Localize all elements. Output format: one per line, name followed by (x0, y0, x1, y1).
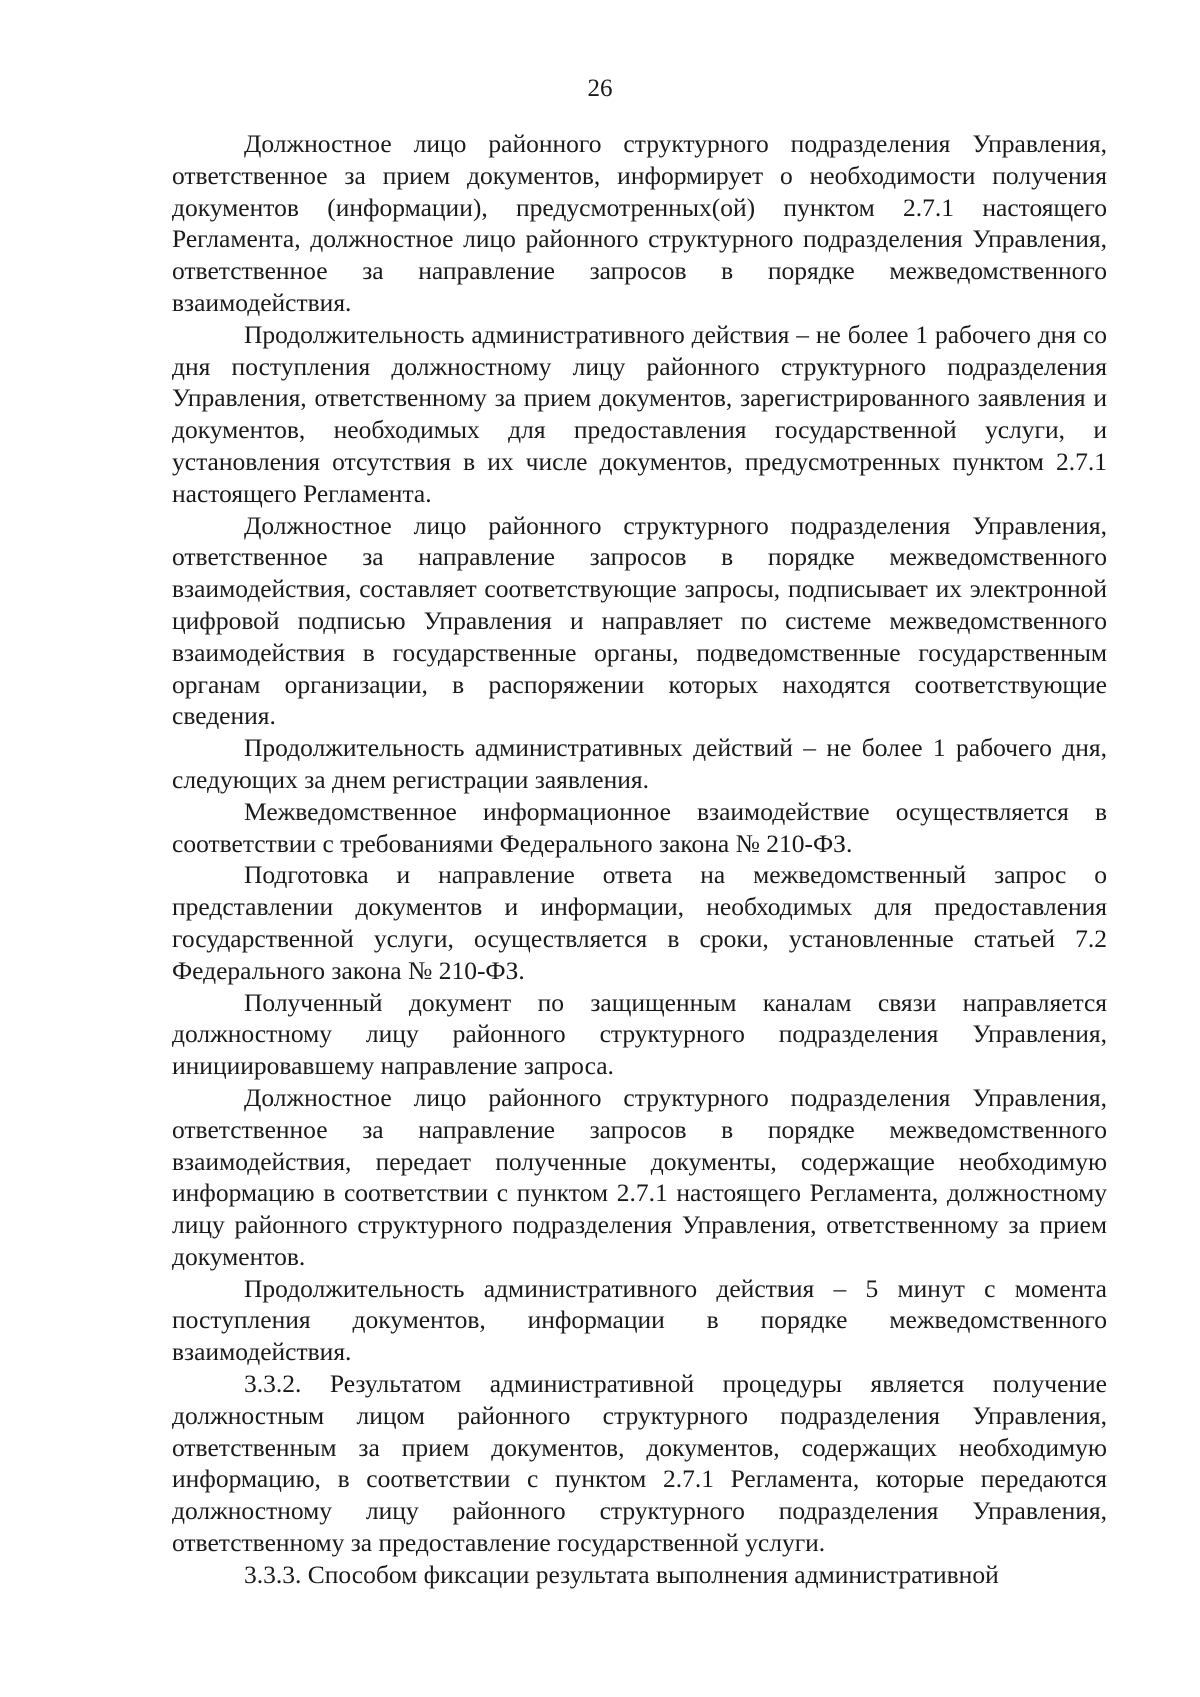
paragraph: Должностное лицо районного структурного подразделения Управления, ответственное за прием документов, информирует о необходимости получения документов (информации), предусмотренных(ой) пунктом 2.7.1 настоящего Регламента, должностное лицо районного структурного подразделения Управления, ответственное за направление запросов в порядке межведомственного взаимодействия. (172, 129, 1107, 317)
paragraph: 3.3.2. Результатом административной процедуры является получение должностным лицом районного структурного подразделения Управления, ответственным за прием документов, документов, содержащих необходимую информацию, в соответствии с пунктом 2.7.1 Регламента, которые передаются должностному лицу районного структурного подразделения Управления, ответственному за предоставление государственной услуги. (172, 1369, 1107, 1558)
paragraph: Должностное лицо районного структурного подразделения Управления, ответственное за направление запросов в порядке межведомственного взаимодействия, составляет соответствующие запросы, подписывает их электронной цифровой подписью Управления и направляет по системе межведомственного взаимодействия в государственные органы, подведомственные государственным органам организации, в распоряжении которых находятся соответствующие сведения. (172, 510, 1107, 731)
page-number: 26 (587, 75, 613, 102)
document-body (172, 128, 1107, 1591)
paragraph: 3.3.3. Способом фиксации результата выполнения административной (244, 1559, 999, 1589)
paragraph: Продолжительность административного действия – 5 минут с момента поступления документов, информации в порядке межведомственного взаимодействия. (172, 1273, 1107, 1367)
paragraph: Межведомственное информационное взаимодействие осуществляется в соответствии с требованиями Федерального закона № 210-ФЗ. (172, 796, 1107, 858)
paragraph: Продолжительность административных действий – не более 1 рабочего дня, следующих за днем регистрации заявления. (172, 733, 1107, 794)
paragraph: Должностное лицо районного структурного подразделения Управления, ответственное за направление запросов в порядке межведомственного взаимодействия, передает полученные документы, содержащие необходимую информацию в соответствии с пунктом 2.7.1 настоящего Регламента, должностному лицу районного структурного подразделения Управления, ответственному за прием документов. (172, 1082, 1107, 1271)
paragraph: Продолжительность административного действия – не более 1 рабочего дня со дня поступления должностному лицу районного структурного подразделения Управления, ответственному за прием документов, зарегистрированного заявления и документов, необходимых для предоставления государственной услуги, и установления отсутствия в их числе документов, предусмотренных пунктом 2.7.1 настоящего Регламента. (172, 319, 1107, 508)
paragraph: Полученный документ по защищенным каналам связи направляется должностному лицу районного структурного подразделения Управления, инициировавшему направление запроса. (172, 987, 1107, 1081)
paragraph: Подготовка и направление ответа на межведомственный запрос о представлении документов и информации, необходимых для предоставления государственной услуги, осуществляется в сроки, установленные статьей 7.2 Федерального закона № 210-ФЗ. (172, 860, 1107, 985)
